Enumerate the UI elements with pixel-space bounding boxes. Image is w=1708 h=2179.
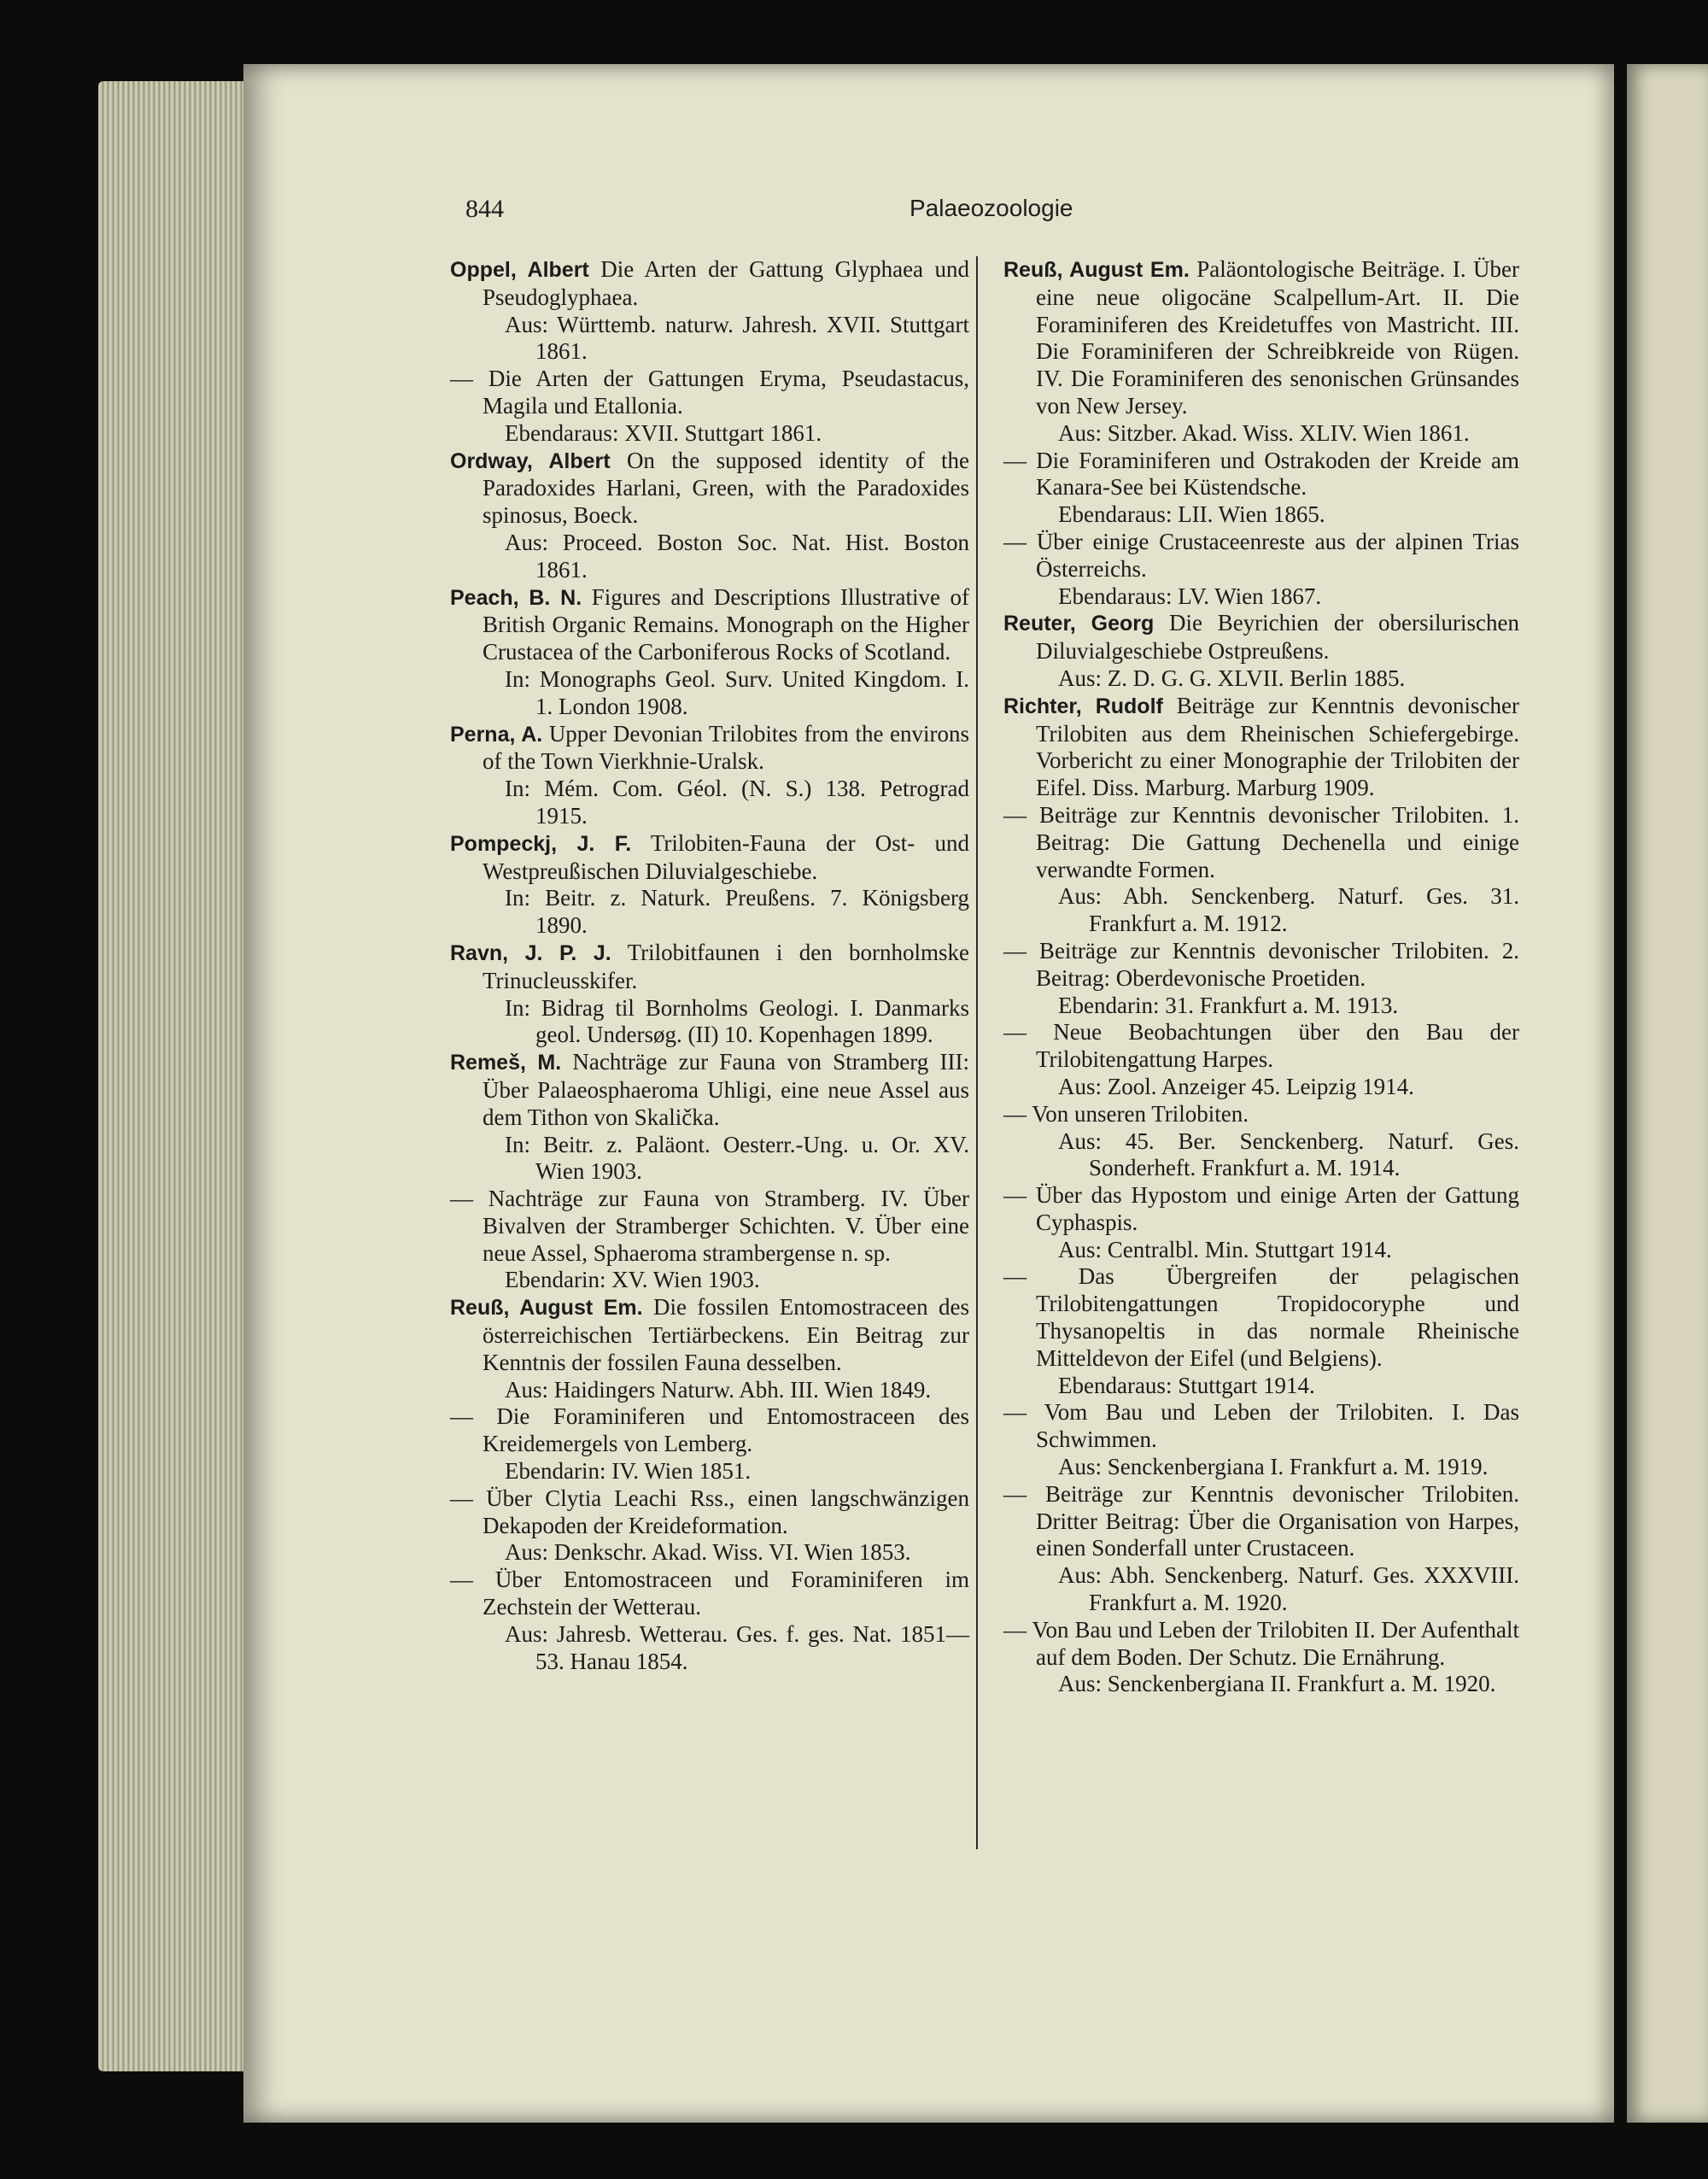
- entry-source: Aus: 45. Ber. Senckenberg. Naturf. Ges. Sonderheft. Frankfurt a. M. 1914.: [1058, 1128, 1519, 1181]
- entry-title: On the supposed identity of the Paradoxides Harlani, Green, with the Paradoxides spinosus, Boeck.: [483, 447, 969, 529]
- entry-title: Upper Devonian Trilobites from the environs of the Town Vierkhnie-Uralsk.: [483, 720, 969, 775]
- bibliography-entry: [450, 1403, 969, 1485]
- bibliography-entry: [450, 1485, 969, 1567]
- facing-page-edge: [1627, 64, 1708, 2123]
- entry-source: Aus: Abh. Senckenberg. Naturf. Ges. XXXVIII. Frankfurt a. M. 1920.: [1058, 1562, 1519, 1616]
- bibliography-entry: [450, 1567, 969, 1675]
- entry-author: Reuß, August Em.: [450, 1296, 643, 1321]
- bibliography-entry: [450, 1049, 969, 1186]
- bibliography-entry: [450, 940, 969, 1049]
- bibliography-entry: [1003, 938, 1519, 1019]
- bibliography-entry: [1003, 1481, 1519, 1617]
- entry-source: Aus: Abh. Senckenberg. Naturf. Ges. 31. Frankfurt a. M. 1912.: [1058, 883, 1519, 937]
- entry-source: Aus: Proceed. Boston Soc. Nat. Hist. Boston 1861.: [505, 529, 969, 583]
- entry-author: Reuß, August Em.: [1003, 258, 1190, 282]
- entry-title: — Über das Hypostom und einige Arten der Gattung Cyphaspis.: [1003, 1182, 1519, 1235]
- page-number: 844: [465, 195, 504, 223]
- bibliography-entry: [1003, 802, 1519, 938]
- entry-title: — Beiträge zur Kenntnis devonischer Trilobiten. 1. Beitrag: Die Gattung Dechenella und einige verwandte Formen.: [1003, 801, 1519, 882]
- entry-title: — Vom Bau und Leben der Trilobiten. I. Das Schwimmen.: [1003, 1399, 1519, 1453]
- bibliography-entry: [1003, 1263, 1519, 1399]
- entry-author: Remeš, M.: [450, 1051, 562, 1075]
- entry-source: Aus: Zool. Anzeiger 45. Leipzig 1914.: [1058, 1073, 1414, 1099]
- bibliography-entry: [450, 584, 969, 721]
- entry-author: Reuter, Georg: [1003, 612, 1155, 636]
- entry-title: Nachträge zur Fauna von Stramberg III: Über Palaeosphaeroma Uhligi, eine neue Assel aus dem Tithon von Skalička.: [483, 1049, 969, 1130]
- entry-source: Ebendarin: XV. Wien 1903.: [505, 1267, 760, 1293]
- entry-author: Ravn, J. P. J.: [450, 940, 611, 965]
- bibliography-entry: [450, 830, 969, 940]
- entry-source: Aus: Z. D. G. G. XLVII. Berlin 1885.: [1058, 665, 1406, 691]
- bibliography-entry: [1003, 1182, 1519, 1263]
- entry-source: In: Monographs Geol. Surv. United Kingdom. I. 1. London 1908.: [505, 665, 969, 719]
- bibliography-entry: [1003, 1101, 1519, 1182]
- entry-title: Die Arten der Gattung Glyphaea und Pseudoglyphaea.: [483, 256, 970, 310]
- entry-author: Richter, Rudolf: [1003, 694, 1163, 718]
- entry-source: In: Mém. Com. Géol. (N. S.) 138. Petrograd 1915.: [505, 776, 969, 829]
- entry-author: Perna, A.: [450, 722, 543, 747]
- entry-title: — Neue Beobachtungen über den Bau der Trilobitengattung Harpes.: [1003, 1019, 1519, 1073]
- entry-source: Ebendaraus: LV. Wien 1867.: [1058, 583, 1322, 609]
- bibliography-entry: [1003, 1617, 1519, 1698]
- entry-title: Trilobitfaunen i den bornholmske Trinucleusskifer.: [483, 939, 970, 993]
- entry-title: — Über Clytia Leachi Rss., einen langschwänzigen Dekapoden der Kreideformation.: [450, 1485, 969, 1538]
- entry-author: Ordway, Albert: [450, 448, 611, 473]
- entry-title: — Die Foraminiferen und Ostrakoden der Kreide am Kanara-See bei Küstendsche.: [1003, 447, 1519, 501]
- entry-author: Pompeckj, J. F.: [450, 831, 632, 856]
- entry-title: — Von unseren Trilobiten.: [1003, 1100, 1249, 1127]
- bibliography-entry: [450, 256, 969, 366]
- right-column: [1003, 256, 1519, 1698]
- left-column: [450, 256, 969, 1675]
- book-fore-edge: [98, 81, 252, 2071]
- entry-title: — Beiträge zur Kenntnis devonischer Trilobiten. 2. Beitrag: Oberdevonische Proetiden.: [1003, 937, 1519, 991]
- entry-title: Die fossilen Entomostraceen des österreichischen Tertiärbeckens. Ein Beitrag zur Kenntnis der fossilen Fauna desselben.: [483, 1294, 970, 1375]
- entry-title: Trilobiten-Fauna der Ost- und Westpreußischen Diluvialgeschiebe.: [483, 829, 969, 884]
- bibliography-entry: [1003, 448, 1519, 529]
- column-divider: [976, 256, 978, 1849]
- entry-title: Die Beyrichien der obersilurischen Diluvialgeschiebe Ostpreußens.: [1036, 610, 1519, 665]
- entry-title: Paläontologische Beiträge. I. Über eine neue oligocäne Scalpellum-Art. II. Die Foraminiferen des Kreidetuffes von Mastricht. III. Die Foraminiferen der Schreibkreide von Rügen. IV. Die Foraminiferen des senonischen Grünsandes von New Jersey.: [1036, 256, 1520, 419]
- entry-title: — Über Entomostraceen und Foraminiferen im Zechstein der Wetterau.: [450, 1567, 969, 1620]
- entry-source: Aus: Senckenbergiana I. Frankfurt a. M. 1919.: [1058, 1454, 1489, 1480]
- entry-author: Peach, B. N.: [450, 585, 582, 610]
- bibliography-entry: [450, 721, 969, 830]
- bibliography-entry: [1003, 1399, 1519, 1480]
- entry-source: Aus: Senckenbergiana II. Frankfurt a. M. 1920.: [1058, 1671, 1496, 1697]
- entry-source: Ebendaraus: Stuttgart 1914.: [1058, 1372, 1315, 1398]
- entry-title: Beiträge zur Kenntnis devonischer Trilobiten aus dem Rheinischen Schiefergebirge. Vorbericht zu einer Monographie der Trilobiten der Eifel. Diss. Marburg. Marburg 1909.: [1036, 692, 1520, 801]
- bibliography-entry: [1003, 693, 1519, 802]
- entry-title: — Beiträge zur Kenntnis devonischer Trilobiten. Dritter Beitrag: Über die Organisation von Harpes, einen Sonderfall unter Crustaceen.: [1003, 1480, 1519, 1561]
- page-title: Palaeozoologie: [910, 195, 1073, 221]
- entry-title: — Die Arten der Gattungen Eryma, Pseudastacus, Magila und Etallonia.: [450, 366, 969, 419]
- bibliography-entry: [1003, 529, 1519, 610]
- bibliography-entry: [1003, 256, 1519, 448]
- entry-source: Aus: Jahresb. Wetterau. Ges. f. ges. Nat. 1851—53. Hanau 1854.: [505, 1620, 969, 1674]
- entry-source: Aus: Centralbl. Min. Stuttgart 1914.: [1058, 1236, 1392, 1262]
- entry-source: Aus: Sitzber. Akad. Wiss. XLIV. Wien 1861.: [1058, 419, 1470, 446]
- entry-title: — Über einige Crustaceenreste aus der alpinen Trias Österreichs.: [1003, 528, 1519, 582]
- entry-title: Figures and Descriptions Illustrative of British Organic Remains. Monograph on the Higher Crustacea of the Carboniferous Rocks of Scotland.: [483, 583, 970, 665]
- entry-source: Ebendaraus: LII. Wien 1865.: [1058, 501, 1325, 528]
- entry-source: In: Bidrag til Bornholms Geologi. I. Danmarks geol. Undersøg. (II) 10. Kopenhagen 1899.: [505, 994, 969, 1048]
- bibliography-entry: [1003, 1019, 1519, 1100]
- entry-source: In: Beitr. z. Naturk. Preußens. 7. Königsberg 1890.: [505, 885, 969, 939]
- entry-source: Ebendarin: 31. Frankfurt a. M. 1913.: [1058, 992, 1399, 1018]
- entry-source: In: Beitr. z. Paläont. Oesterr.-Ung. u. Or. XV. Wien 1903.: [505, 1131, 969, 1185]
- entry-source: Aus: Denkschr. Akad. Wiss. VI. Wien 1853.: [505, 1539, 911, 1566]
- entry-title: — Von Bau und Leben der Trilobiten II. Der Aufenthalt auf dem Boden. Der Schutz. Die Ernährung.: [1003, 1616, 1519, 1670]
- bibliography-entry: [1003, 610, 1519, 692]
- bibliography-entry: [450, 1294, 969, 1403]
- bibliography-entry: [450, 448, 969, 584]
- bibliography-entry: [450, 366, 969, 447]
- bibliography-entry: [450, 1186, 969, 1294]
- running-head: [465, 195, 1430, 237]
- entry-title: — Die Foraminiferen und Entomostraceen des Kreidemergels von Lemberg.: [450, 1403, 969, 1457]
- entry-title: — Nachträge zur Fauna von Stramberg. IV. Über Bivalven der Stramberger Schichten. V. Über eine neue Assel, Sphaeroma strambergense n. sp.: [450, 1186, 969, 1266]
- entry-source: Aus: Haidingers Naturw. Abh. III. Wien 1849.: [505, 1376, 932, 1403]
- entry-source: Ebendarin: IV. Wien 1851.: [505, 1458, 752, 1485]
- entry-source: Ebendaraus: XVII. Stuttgart 1861.: [505, 419, 822, 446]
- entry-author: Oppel, Albert: [450, 258, 589, 282]
- entry-source: Aus: Württemb. naturw. Jahresh. XVII. Stuttgart 1861.: [505, 311, 969, 365]
- entry-title: — Das Übergreifen der pelagischen Trilobitengattungen Tropidocoryphe und Thysanopeltis in das normale Rheinische Mitteldevon der Eifel (und Belgiens).: [1003, 1263, 1519, 1371]
